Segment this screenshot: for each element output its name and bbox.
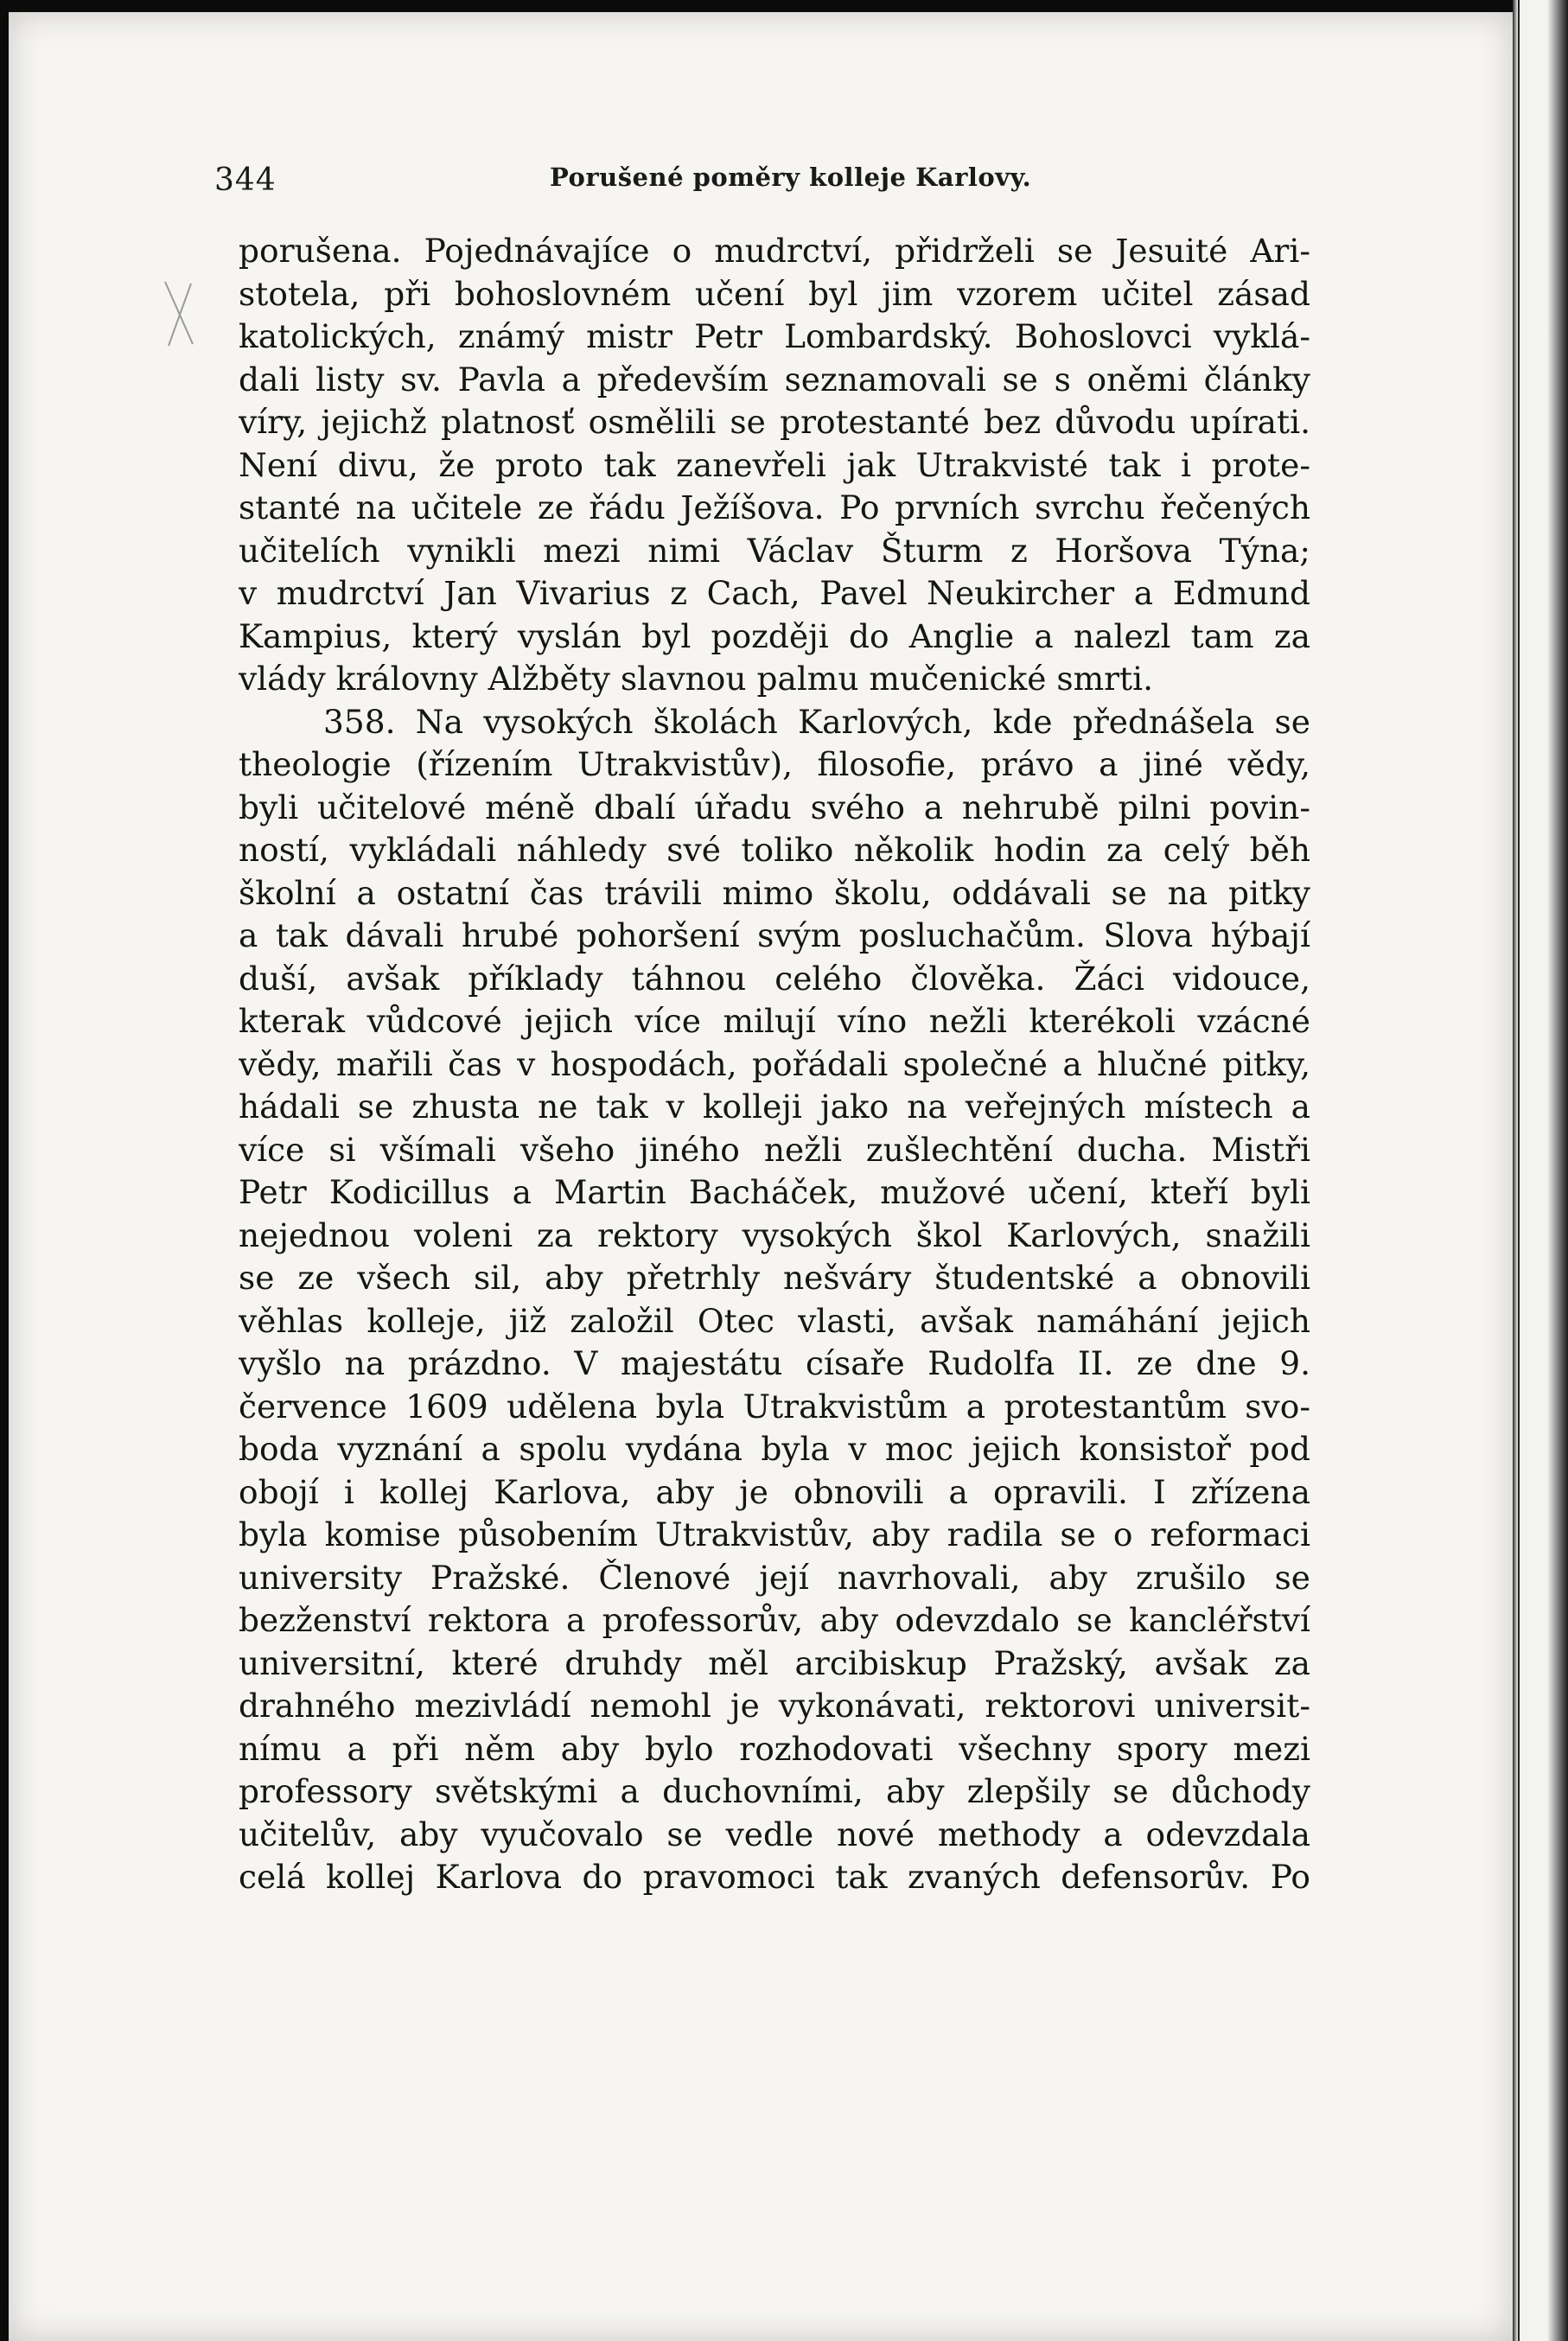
running-header [214,156,1312,207]
text-line: se ze všech sil, aby přetrhly nešváry študentské a obnovili [239,1259,1310,1297]
text-line: stotela, při bohoslovném učení byl jim vzorem učitel zásad [239,274,1310,313]
text-line: Kampius, který vyslán byl později do Anglie a nalezl tam za [239,616,1310,655]
text-line: theologie (řízením Utrakvistův), filosofie, právo a jiné vědy, [239,745,1310,783]
text-line: universitní, které druhdy měl arcibiskup Pražský, avšak za [239,1643,1310,1682]
text-line: katolických, známý mistr Petr Lombardský. Bohoslovci vyklá- [239,317,1310,355]
text-line: školní a ostatní čas trávili mimo školu, oddávali se na pitky [239,873,1310,912]
text-line: vyšlo na prázdno. V majestátu císaře Rudolfa II. ze dne 9. [239,1344,1310,1382]
text-line: byli učitelové méně dbalí úřadu svého a nehrubě pilni povin- [239,788,1310,826]
text-line: nímu a při něm aby bylo rozhodovati všechny spory mezi [239,1729,1310,1768]
text-line: porušena. Pojednávajíce o mudrctví, přidrželi se Jesuité Ari- [239,232,1310,270]
text-line: drahného mezivládí nemohl je vykonávati, rektorovi universit- [239,1687,1310,1725]
text-line: duší, avšak příklady táhnou celého člověka. Žáci vidouce, [239,959,1310,998]
text-line: hádali se zhusta ne tak v kolleji jako na veřejných místech a [239,1088,1310,1126]
text-line: university Pražské. Členové její navrhovali, aby zrušilo se [239,1558,1310,1597]
text-line: Petr Kodicillus a Martin Bacháček, mužové učení, kteří byli [239,1173,1310,1211]
text-line: Není divu, že proto tak zanevřeli jak Utrakvisté tak i prote- [239,445,1310,484]
text-line: nejednou voleni za rektory vysokých škol Karlových, snažili [239,1215,1310,1254]
text-line: v mudrctví Jan Vivarius z Cach, Pavel Neukircher a Edmund [239,574,1310,612]
text-line: kterak vůdcové jejich více milují víno nežli kterékoli vzácné [239,1002,1310,1040]
text-line: professory světskými a duchovními, aby zlepšily se důchody [239,1772,1310,1810]
text-line: dali listy sv. Pavla a především seznamovali se s oněmi články [239,360,1310,399]
text-line: ností, vykládali náhledy své toliko několik hodin za celý běh [239,831,1310,869]
margin-pen-mark [160,278,198,349]
page-number: 344 [214,163,277,198]
text-line: obojí i kollej Karlova, aby je obnovili a opravili. I zřízena [239,1472,1310,1511]
text-line: věhlas kolleje, již založil Otec vlasti, avšak namáhání jejich [239,1301,1310,1340]
text-line: boda vyznání a spolu vydána byla v moc jejich konsistoř pod [239,1430,1310,1468]
text-line: učitelích vynikli mezi nimi Václav Šturm z Horšova Týna; [239,531,1310,570]
paragraph-start: 358. Na vysokých školách Karlových, kde přednášela se [323,702,1310,741]
text-line: učitelův, aby vyučovalo se vedle nové methody a odevzdala [239,1815,1310,1853]
text-line: víry, jejichž platnosť osmělili se protestanté bez důvodu upírati. [239,403,1310,441]
page-edge-line [1518,0,1520,2341]
text-line: vědy, mařili čas v hospodách, pořádali společné a hlučné pitky, [239,1044,1310,1083]
text-line: celá kollej Karlova do pravomoci tak zvaných defensorův. Po [239,1858,1310,1896]
running-title: Porušené poměry kolleje Karlovy. [550,163,1032,192]
text-line: více si všímali všeho jiného nežli zušlechtění ducha. Mistři [239,1130,1310,1169]
page-edge [1513,0,1568,2341]
text-line: byla komise působením Utrakvistův, aby radila se o reformaci [239,1515,1310,1553]
text-line: stanté na učitele ze řádu Ježíšova. Po prvních svrchu řečených [239,488,1310,526]
text-line: července 1609 udělena byla Utrakvistům a protestantům svo- [239,1387,1310,1426]
body-text [239,230,1310,1899]
text-line: vlády královny Alžběty slavnou palmu mučenické smrti. [239,660,1154,698]
text-line: bezženství rektora a professorův, aby odevzdalo se kancléřství [239,1601,1310,1639]
text-line: a tak dávali hrubé pohoršení svým posluchačům. Slova hýbají [239,916,1310,954]
